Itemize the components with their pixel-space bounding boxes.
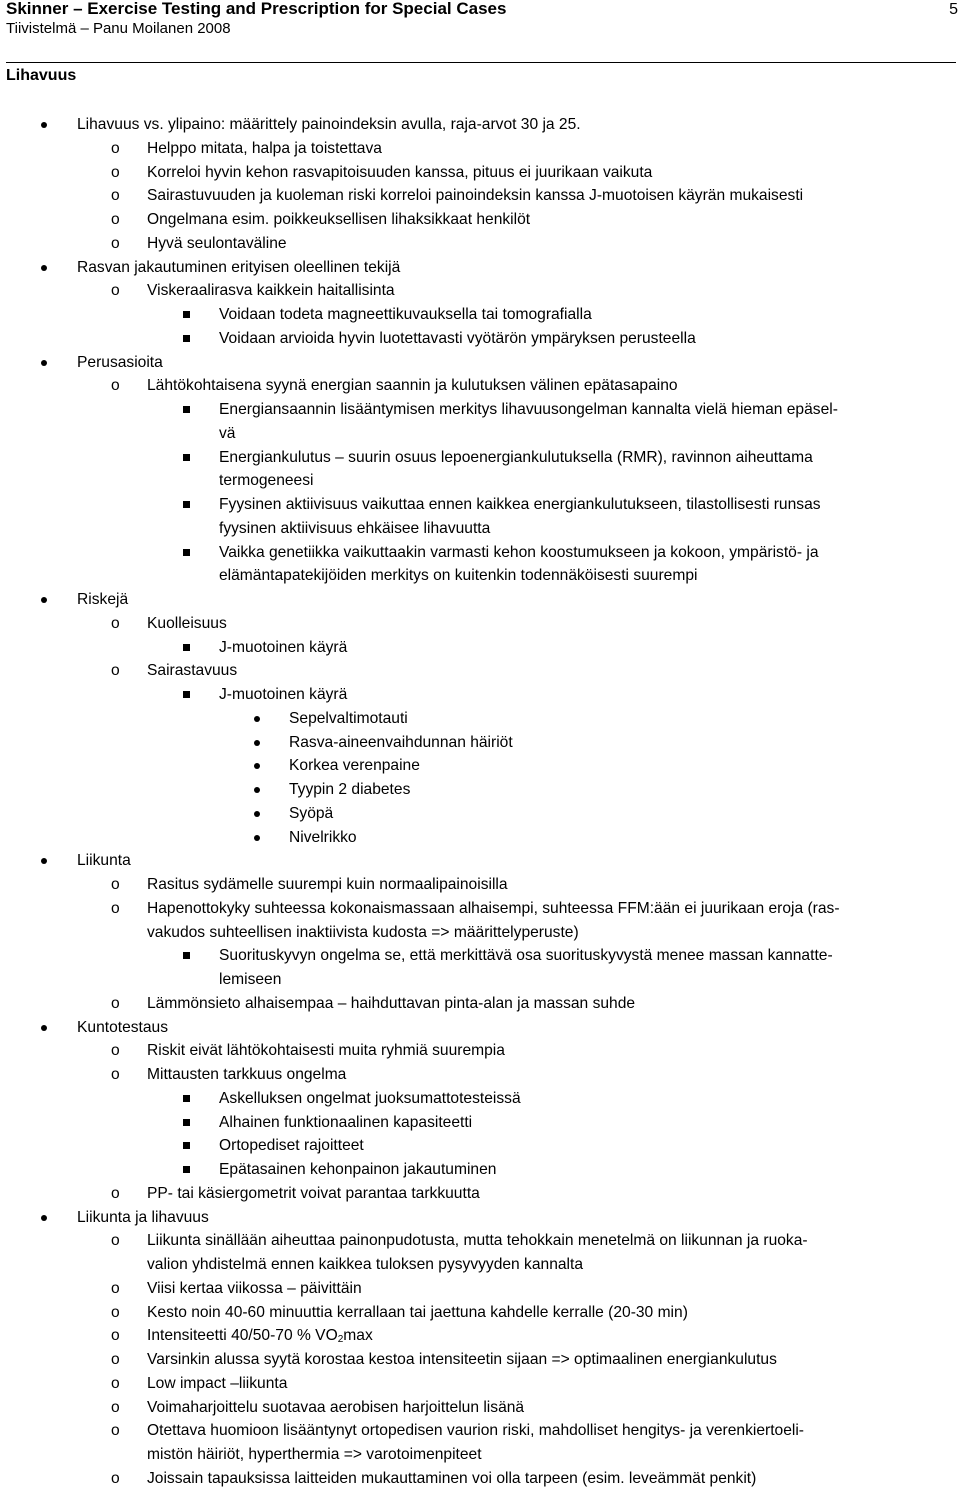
filled-dot-bullet-icon (254, 754, 260, 769)
list-item (0, 303, 960, 327)
filled-square-bullet-icon (183, 398, 190, 413)
filled-square-bullet-icon (183, 1158, 190, 1173)
list-item (0, 327, 960, 351)
filled-dot-bullet-icon (41, 113, 47, 128)
list-item (0, 1372, 960, 1396)
circle-o-bullet-icon: o (111, 282, 120, 300)
list-item-text: Hyvä seulontaväline (147, 234, 287, 252)
filled-square-bullet-icon (183, 683, 190, 698)
list-item-text: Energiankulutus – suurin osuus lepoenergiankulutuksella (RMR), ravinnon aiheuttama termogeneesi (219, 448, 813, 490)
list-item (0, 351, 960, 375)
filled-dot-bullet-icon (254, 826, 260, 841)
circle-o-bullet-icon: o (111, 1303, 120, 1321)
page-header (6, 0, 954, 39)
list-item-text: Sepelvaltimotauti (289, 709, 408, 727)
list-item-text: Kuntotestaus (77, 1018, 169, 1036)
filled-dot-bullet-icon (41, 351, 47, 366)
circle-o-bullet-icon: o (111, 1327, 120, 1345)
circle-o-bullet-icon: o (111, 139, 120, 157)
list-item (0, 683, 960, 707)
list-item-text: Varsinkin alussa syytä korostaa kestoa intensiteetin sijaan => optimaalinen energiankulutus (147, 1351, 777, 1368)
circle-o-bullet-icon: o (111, 1374, 120, 1392)
list-item (0, 1396, 960, 1420)
filled-dot-bullet-icon (41, 588, 47, 603)
list-item-text: Voidaan arvioida hyvin luotettavasti vyötärön ympäryksen perusteella (219, 329, 696, 347)
list-item-text: Liikunta (77, 852, 131, 870)
list-item (0, 446, 960, 494)
list-item (0, 754, 960, 778)
list-item (0, 1206, 960, 1230)
list-item (0, 1158, 960, 1182)
list-item (0, 113, 960, 137)
list-item (0, 1111, 960, 1135)
filled-square-bullet-icon (183, 1134, 190, 1149)
list-item-text: Liikunta sinällään aiheuttaa painonpudotusta, mutta tehokkain menetelmä on liikunnan ja ruoka- valion yhdistelmä ennen kaikkea tuloksen pysyvyyden kannalta (147, 1232, 808, 1273)
list-item (0, 1277, 960, 1301)
list-item (0, 731, 960, 755)
list-item-text: Voimaharjoittelu suotavaa aerobisen harjoittelun lisänä (147, 1398, 525, 1416)
circle-o-bullet-icon: o (111, 994, 120, 1012)
list-item-text: Liikunta ja lihavuus (77, 1208, 209, 1226)
list-item-text: Low impact –liikunta (147, 1374, 288, 1392)
list-item-text: Rasva-aineenvaihdunnan häiriöt (289, 733, 513, 751)
filled-square-bullet-icon (183, 327, 190, 342)
list-item-text: Fyysinen aktiivisuus vaikuttaa ennen kaikkea energiankulutukseen, tilastollisesti runsas fyysinen aktiivisuus ehkäisee lihavuutta (219, 496, 821, 537)
circle-o-bullet-icon: o (111, 899, 120, 917)
list-item (0, 659, 960, 683)
document-subtitle: Tiivistelmä – Panu Moilanen 2008 (6, 20, 231, 37)
list-item-text: Nivelrikko (289, 828, 357, 846)
list-item (0, 897, 960, 945)
bullet-list (0, 113, 960, 1491)
circle-o-bullet-icon: o (111, 187, 120, 205)
filled-square-bullet-icon (183, 1111, 190, 1126)
list-item-text: Riskit eivät lähtökohtaisesti muita ryhmiä suurempia (147, 1042, 505, 1060)
list-item-text: Korkea verenpaine (289, 757, 420, 775)
list-item-text: Intensiteetti 40/50-70 % $VO_2\max$ (147, 1327, 373, 1346)
filled-square-bullet-icon (183, 493, 190, 508)
filled-dot-bullet-icon (254, 778, 260, 793)
list-item (0, 707, 960, 731)
list-item (0, 636, 960, 660)
circle-o-bullet-icon: o (111, 1351, 120, 1368)
list-item-text: Hapenottokyky suhteessa kokonaismassaan alhaisempi, suhteessa FFM:ään ei juurikaan eroja (ras- vakudos suhteellisen inaktiivista kudosta => määrittelyperuste) (147, 899, 840, 941)
circle-o-bullet-icon: o (111, 1422, 120, 1440)
list-item-text: Viisi kertaa viikossa – päivittäin (147, 1279, 362, 1297)
list-item (0, 612, 960, 636)
circle-o-bullet-icon: o (111, 614, 120, 632)
list-item (0, 778, 960, 802)
list-item (0, 1348, 960, 1372)
list-item-text: Lämmönsieto alhaisempaa – haihduttavan pinta-alan ja massan suhde (147, 994, 636, 1012)
list-item (0, 279, 960, 303)
list-item-text: Otettava huomioon lisääntynyt ortopedisen vaurion riski, mahdolliset hengitys- ja verenkiertoeli- mistön häiriöt, hyperthermia => varotoimenpiteet (147, 1422, 805, 1463)
filled-dot-bullet-icon (254, 707, 260, 722)
list-item-text: Korreloi hyvin kehon rasvapitoisuuden kanssa, pituus ei juurikaan vaikuta (147, 163, 653, 181)
list-item (0, 1324, 960, 1348)
list-item-text: Sairastuvuuden ja kuoleman riski korreloi painoindeksin kanssa J-muotoisen käyrän mukaisesti (147, 187, 804, 205)
list-item (0, 493, 960, 541)
filled-dot-bullet-icon (41, 256, 47, 271)
list-item (0, 1229, 960, 1277)
list-item-text: Voidaan todeta magneettikuvauksella tai tomografialla (219, 306, 592, 323)
list-item-text: Joissain tapauksissa laitteiden mukauttaminen voi olla tarpeen (esim. leveämmät penkit) (147, 1469, 757, 1487)
filled-dot-bullet-icon (254, 802, 260, 817)
list-item (0, 1039, 960, 1063)
list-item (0, 374, 960, 398)
circle-o-bullet-icon: o (111, 1042, 120, 1060)
circle-o-bullet-icon: o (111, 1232, 120, 1250)
circle-o-bullet-icon: o (111, 876, 120, 893)
circle-o-bullet-icon: o (111, 211, 120, 228)
circle-o-bullet-icon: o (111, 163, 120, 181)
filled-square-bullet-icon (183, 303, 190, 318)
list-item (0, 1301, 960, 1325)
filled-dot-bullet-icon (41, 1206, 47, 1221)
list-item-text: Riskejä (77, 591, 129, 608)
list-item (0, 256, 960, 280)
list-item-text: Kesto noin 40-60 minuuttia kerrallaan tai jaettuna kahdelle kerralle (20-30 min) (147, 1303, 688, 1321)
list-item-text: Mittausten tarkkuus ongelma (147, 1066, 347, 1083)
circle-o-bullet-icon: o (111, 1066, 120, 1083)
circle-o-bullet-icon: o (111, 1398, 120, 1416)
list-item-text: Vaikka genetiikka vaikuttaakin varmasti kehon koostumukseen ja kokoon, ympäristö- ja elämäntapatekijöiden merkitys on kuitenkin todennäköisesti suurempi (219, 543, 819, 585)
list-item (0, 1087, 960, 1111)
list-item (0, 802, 960, 826)
document-title: Skinner – Exercise Testing and Prescription for Special Cases (6, 0, 507, 18)
list-item (0, 826, 960, 850)
list-item (0, 1182, 960, 1206)
list-item (0, 398, 960, 446)
section-heading: Lihavuus (6, 67, 77, 84)
list-item-text: Perusasioita (77, 353, 163, 371)
list-item (0, 849, 960, 873)
list-item (0, 161, 960, 185)
list-item (0, 1134, 960, 1158)
list-item (0, 137, 960, 161)
list-item (0, 208, 960, 232)
filled-dot-bullet-icon (41, 1016, 47, 1031)
list-item (0, 184, 960, 208)
list-item-text: Epätasainen kehonpainon jakautuminen (219, 1161, 497, 1178)
list-item-text: Syöpä (289, 804, 334, 822)
list-item-text: PP- tai käsiergometrit voivat parantaa tarkkuutta (147, 1184, 480, 1202)
list-item-text: Suorituskyvyn ongelma se, että merkittävä osa suorituskyvystä menee massan kannatte- lemiseen (219, 947, 833, 988)
list-item-text: Energiansaannin lisääntymisen merkitys lihavuusongelman kannalta vielä hieman epäsel- vä (219, 401, 838, 442)
list-item-text: Ortopediset rajoitteet (219, 1137, 364, 1155)
list-item (0, 944, 960, 992)
list-item-text: Helppo mitata, halpa ja toistettava (147, 139, 382, 157)
circle-o-bullet-icon: o (111, 1469, 120, 1487)
list-item-text: Lihavuus vs. ylipaino: määrittely painoindeksin avulla, raja-arvot 30 ja 25. (77, 116, 581, 133)
filled-square-bullet-icon (183, 1087, 190, 1102)
filled-dot-bullet-icon (254, 731, 260, 746)
list-item-text: Askelluksen ongelmat juoksumattotesteissä (219, 1089, 521, 1107)
list-item (0, 232, 960, 256)
list-item-text: Rasvan jakautuminen erityisen oleellinen tekijä (77, 258, 401, 276)
list-item (0, 1419, 960, 1467)
filled-square-bullet-icon (183, 944, 190, 959)
list-item-text: Sairastavuus (147, 662, 238, 680)
list-item-text: J-muotoinen käyrä (219, 686, 348, 703)
circle-o-bullet-icon: o (111, 1279, 120, 1297)
circle-o-bullet-icon: o (111, 377, 120, 395)
list-item-text: Tyypin 2 diabetes (289, 781, 411, 798)
filled-square-bullet-icon (183, 446, 190, 461)
list-item (0, 541, 960, 589)
list-item-text: Kuolleisuus (147, 614, 227, 632)
list-item (0, 588, 960, 612)
list-item-text: Lähtökohtaisena syynä energian saannin ja kulutuksen välinen epätasapaino (147, 377, 678, 395)
list-item (0, 1467, 960, 1491)
list-item-text: Viskeraalirasva kaikkein haitallisinta (147, 282, 395, 300)
header-divider (6, 62, 956, 63)
circle-o-bullet-icon: o (111, 234, 120, 252)
list-item (0, 873, 960, 897)
list-item-text: Rasitus sydämelle suurempi kuin normaalipainoisilla (147, 876, 508, 893)
list-item (0, 1063, 960, 1087)
list-item-text: Ongelmana esim. poikkeuksellisen lihaksikkaat henkilöt (147, 211, 531, 228)
filled-square-bullet-icon (183, 636, 190, 651)
page-number: 5 (949, 1, 958, 18)
filled-square-bullet-icon (183, 541, 190, 556)
list-item (0, 1016, 960, 1040)
filled-dot-bullet-icon (41, 849, 47, 864)
list-item-text: J-muotoinen käyrä (219, 638, 348, 656)
circle-o-bullet-icon: o (111, 662, 120, 680)
list-item (0, 992, 960, 1016)
circle-o-bullet-icon: o (111, 1184, 120, 1202)
list-item-text: Alhainen funktionaalinen kapasiteetti (219, 1113, 473, 1131)
